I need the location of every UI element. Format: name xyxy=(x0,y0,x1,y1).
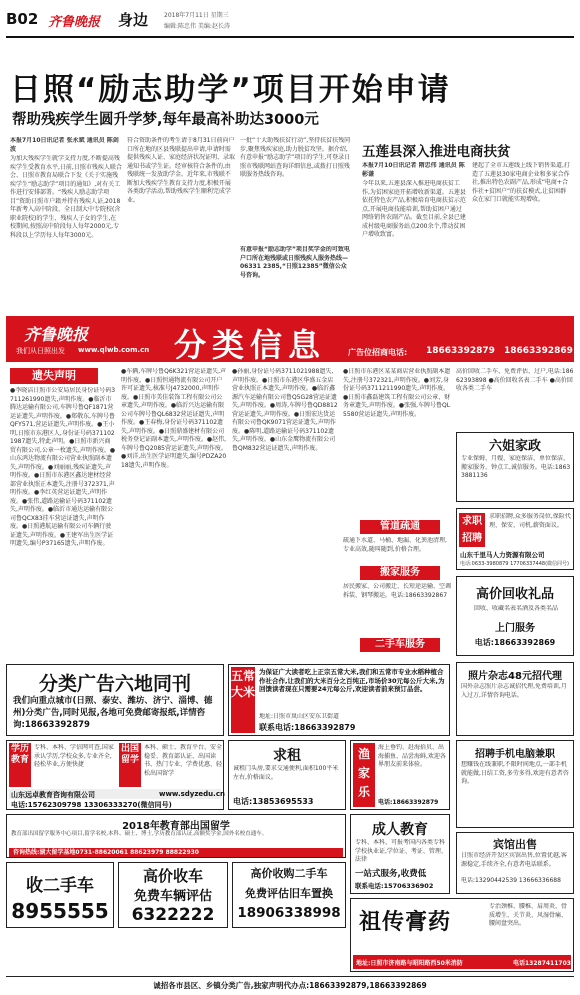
hotel-sale-ad xyxy=(456,832,574,894)
article-lead: 本报7月10日讯记者 张永斌 通讯员 陈剑波 xyxy=(10,137,119,153)
gift-recycle-title: 高价回收礼品 xyxy=(475,587,554,602)
moving-service-header: 搬家服务 xyxy=(360,566,440,580)
rice-ad-phone: 联系电话:18663392879 xyxy=(259,723,356,732)
adult-education-phone: 联系电话:15706336902 xyxy=(355,882,434,890)
study-abroad-2018-body: 教育部出国留学服务中心项目,留学名校,本科、硕士、博士,学历教育部认证,高额奖学金,国外名校直通车。 xyxy=(11,831,268,837)
six-city-body: 我们向重点城市(日照、泰安、潍坊、济宁、淄博、德州)分类广告,同时见报,各地可免费邮寄报纸,详情咨询:18663392879 xyxy=(13,696,213,730)
rice-ad-address: 地址:日照市岚山区安东卫街道 xyxy=(259,713,340,720)
hotel-sale-title: 宾馆出售 xyxy=(493,838,537,851)
plaster-phone: 电话13287411703 xyxy=(513,960,571,967)
rent-body: 诚租门头房,要求交通便利,面积100平米左右,价格面议。 xyxy=(233,765,339,781)
hire-body: 想赚钱在线兼职,不限时间地点,一部手机就能做,日结工资,多劳多得,欢迎有意者咨询。 xyxy=(461,761,569,785)
gift-recycle-service: 上门服务 xyxy=(495,623,535,634)
article-col-2: 符合资助条件的考生请于8月31日前向户口所在地的区县残联提出申请,申请时需提供残疾人证、家庭经济状况证明、录取通知书或学生证。经审核符合条件的,由残联统一发放助学金。近年来,市残联不断加大残疾学生教育支持力度,积极开展各类助学活动,帮助残疾学生顺利完成学业。 xyxy=(127,137,235,204)
fishing-phone: 电话:18663392879 xyxy=(378,799,439,806)
editors: 编辑:陈忠伟 美编:赵长涛 xyxy=(164,23,230,30)
lost-notice-header: 遗失声明 xyxy=(10,368,98,384)
headline-subtitle: 帮助残疾学生圆升学梦,每年最高补助达3000元 xyxy=(12,112,319,128)
lost-notice-col-2: ●车辆,车牌号鲁Q6K321营运证遗失,声明作废。●日照恒通物流有限公司开户许可证遗失,核准号J4732000,声明作废。●日照市美佳装饰工程有限公司公章遗失,声明作废。●临沂兴达运输有限公司车牌号鲁QL6832营运证遗失,声明作废。●王春梅,身份证号码371102遗失,声明作废。●日照鼎盛建材有限公司税务登记证副本遗失,声明作废。●赵伟,车牌号鲁Q2085营运证遗失,声明作废。●刘洋,出生医学证明遗失,编号PDZA2018遗失,声明作废。 xyxy=(121,368,227,469)
side-article-body-2: 建起了全市五莲线上线下销售渠道,打造了五莲县30家电商企业和多家合作社,推出特色农副产品,形成“电商+合作社+贫困户”的扶贫模式,让贫困群众在家门口就能实现增收。 xyxy=(472,162,570,203)
classified-banner xyxy=(6,316,574,362)
banner-title: 分类信息 xyxy=(174,326,327,364)
brand-logo: 齐鲁晚报 xyxy=(48,15,101,30)
article-col-1: 为加大残疾学生就学支持力度,不断提高残疾学生受教育水平,日前,日照市残疾人联合会、日照市教育局联合下发《关于实施残疾学生“励志助学”项目的通知》,对有关工作进行安排部署。“残疾人励志助学项目”资助日照市户籍并持有残疾人证,2018年新考入高中阶段、全日制大中专院校(含职业院校)的学生、残疾人子女的学生,在校期间,按照高中阶段每人每年2000元,专科段以上学历每人每年3000元。 xyxy=(10,155,122,239)
used-car-ad-3-phone: 18906338998 xyxy=(237,905,341,921)
used-car-ad-2-phone: 6322222 xyxy=(131,905,215,925)
job-ad xyxy=(456,508,574,570)
banner-phone-1: 18663392879 xyxy=(426,346,495,356)
hire-ad xyxy=(456,740,574,828)
footer-note: 诚招各市县区、乡镇分类广告,独家声明代办点:18663392879,18663392869 xyxy=(153,981,427,990)
plaster-title: 祖传膏药 xyxy=(359,910,452,935)
job-company: 山东千里马人力资源有限公司 xyxy=(460,551,545,559)
used-car-ad-3-sub: 免费评估旧车置换 xyxy=(245,887,333,900)
degree-label: 学历教育 xyxy=(9,743,31,787)
side-article-title: 五莲县深入推进电商扶贫 xyxy=(362,144,511,160)
rent-ad xyxy=(228,740,346,810)
job-phone: 电话:0633-3980879 17706337448(微信同号) xyxy=(460,561,569,567)
used-car-ad-1-phone: 8955555 xyxy=(11,899,109,923)
used-car-ad-1-title: 收二手车 xyxy=(26,876,94,896)
gift-recycle-ad xyxy=(456,576,574,656)
hotel-sale-phone: 电话:13290442539 13666336688 xyxy=(461,877,561,884)
plaster-address: 地址:日照市济南路与昭阳路西50米消防 xyxy=(356,960,463,967)
plaster-contact-bar xyxy=(353,955,571,969)
headline-title: 日照“励志助学”项目开始申请 xyxy=(10,72,451,108)
housekeeping-ad xyxy=(456,432,574,502)
plaster-body: 专治颈椎、腰椎、肩周炎、骨质增生、关节炎、风湿骨痛、腰间盘突出。 xyxy=(489,903,568,927)
side-article-lead: 本报7月10日讯记者 隋忠伟 通讯员 陈彬谦 xyxy=(362,162,465,178)
study-abroad-2018-contact: 咨询热线:湖大留学基地0731-88620061 88623979 88822930 xyxy=(9,848,343,857)
lost-notice-col-3: ●孙丽,身份证号码3711021988遗失,声明作废。●日照市东港区华盛五金店营业执照正本遗失,声明作废。●临沂鑫源汽车运输有限公司鲁Q5G28营运证遗失,声明作废。●周涛,车牌号鲁QD8812营运证遗失,声明作废。●日照宏达货运有限公司鲁QK9071营运证遗失,声明作废。●陈明,道路运输证号码371102遗失,声明作废。●山东金鹰物流有限公司鲁QM832营运证遗失,声明作废。 xyxy=(232,368,338,452)
housekeeping-body: 专业保姆、月嫂、家庭保洁、单位保洁、搬家服务、钟点工,诚信服务。电话:18633881136 xyxy=(461,455,571,479)
article-note: 有意申报“励志助学”项目奖学金的可致电户口所在地残联或日照残疾人服务热线—06331 2385,“日照12385”微信公众号咨询。 xyxy=(240,246,350,279)
gift-recycle-phone: 电话:18663392869 xyxy=(474,638,556,647)
section-name: 身边 xyxy=(118,11,149,29)
banner-brand: 齐鲁晚报 xyxy=(24,325,89,344)
fishing-body: 海上垂钓、赶海拾贝、出海捕鱼、品尝海鲜,欢迎各界朋友前来体验。 xyxy=(378,744,446,768)
used-car-ad-2-title: 高价收车 xyxy=(142,867,203,885)
article-col-3: 一批“十大助残扶贫行动”,坚持扶贫扶残同步,聚焦残疾家庭,助力脱贫攻坚。据介绍,有意申报“励志助学”项目的学生,可登录日照市残联网站查询详细信息,或拨打日照残联服务热线咨询。 xyxy=(240,137,351,178)
rent-phone: 电话:13853695533 xyxy=(233,797,314,806)
banner-hotline-label: 广告位招商电话: xyxy=(348,348,408,357)
photo-magazine-ad xyxy=(456,662,574,736)
school-url: www.sdyzedu.cn xyxy=(159,790,225,798)
banner-phone-2: 18663392869 xyxy=(504,346,573,356)
study-abroad-2018-title: 2018年教育部出国留学 xyxy=(122,821,230,832)
rent-title: 求租 xyxy=(273,748,301,764)
six-city-ad xyxy=(6,664,224,736)
adult-education-title: 成人教育 xyxy=(372,822,428,838)
education-ad xyxy=(6,740,224,810)
hotel-sale-body: 日照市经济开发区宾馆出售,位置优越,客源稳定,手续齐全,有意者电话联系。 xyxy=(461,852,567,868)
fishing-label: 渔家乐 xyxy=(353,743,375,807)
pipe-service-header: 管道疏通 xyxy=(360,520,440,534)
moving-service-body: 居民搬家、公司搬迁、长短途运输、空调拆装、钢琴搬运。电话:18663392867 xyxy=(343,583,451,599)
lost-notice-col-1: ●李晓洁日照市公安局居民身份证号码3711261990遗失,声明作废。●临沂市腾达运输有限公司,车牌号鲁QF1871营运证遗失,声明作废。●郑敬东,车牌号鲁QFY571,营运证遗失,声明作废。●王小明,日照市东港区人,身份证号码3711021987遗失,特此声明。●日照市新兴商贸有限公司,公章一枚遗失,声明作废。●山东鸿达物流有限公司营业执照副本遗失,声明作废。●刘丽丽,残疾证遗失,声明作废。●日照市东港区鑫达建材经营部营业执照正本遗失,注册号372371,声明作废。●李红英营运证遗失,声明作废。●张伟,道路运输证号码371102遗失,声明作废。●临沂市通达运输有限公司鲁QCX83挂车营运证遗失,声明作废。●日照港航运输有限公司车辆行驶证遗失,声明作废。●王建军出生医学证明遗失,编号P37165遗失,声明作废。 xyxy=(10,387,116,547)
page-code: B02 xyxy=(6,10,39,28)
hire-title: 招聘手机电脑兼职 xyxy=(475,749,555,760)
used-car-buy-notes: 高价回收二手车、免费评估、过户,电话:18662393898 ●高价回收名表二手车 ●高价回收各类二手车 xyxy=(456,368,574,392)
school-name: 山东远卓教育咨询有限公司 xyxy=(11,791,95,799)
used-car-ad-3 xyxy=(232,862,346,928)
adult-education-note: 一站式服务,收费低 xyxy=(355,869,427,879)
rice-ad-label: 五常大米 xyxy=(231,667,255,733)
lost-notice-col-4: ●日照市东港区某某商店营业执照副本遗失,注册号372321,声明作废。●刘芳,身份证号码3711211990遗失,声明作废。●日照市鑫磊建筑工程有限公司公章、财务章遗失,声明作废。●张强,车牌号鲁QL5580营运证遗失,声明作废。 xyxy=(343,368,451,418)
footer-divider xyxy=(6,976,574,977)
side-article-body: 今年以来,五莲县深入推进电商扶贫工作,为贫困家庭开拓增收新渠道。五莲县依托特色农产品,积极培育电商扶贫示范点,开展电商技能培训,帮助贫困户通过网络销售农副产品。截至目前,全县已建成村级电商服务站点200余个,带动贫困户增收致富。 xyxy=(362,180,466,238)
rice-ad-body: 为保证广大读者吃上正宗五常大米,我们和五常市专业水稻种植合作社合作,让我们的大米百分之百纯正,市场价30元每公斤大米,为回馈读者现在只需要24元每公斤,欢迎读者前来预订品尝。 xyxy=(259,668,445,694)
gift-recycle-body: 回收、收藏名表名酒及各类名品 xyxy=(473,605,558,612)
page-header xyxy=(6,4,574,38)
study-abroad-body: 本科、硕士、教育平台、安全稳妥、教育部认证、出国读书、热门专业、学费优惠、轻松出国留学 xyxy=(144,744,222,777)
job-ad-label: 求职招聘 xyxy=(459,513,485,547)
six-city-title: 分类广告六地同刊 xyxy=(38,673,191,695)
school-phone: 电话:15762309798 13306333270(微信同号) xyxy=(11,801,172,809)
used-car-service-header: 二手车服务 xyxy=(360,638,440,652)
housekeeping-title: 六姐家政 xyxy=(488,439,541,454)
used-car-ad-2-sub: 免费车辆评估 xyxy=(133,889,212,904)
study-abroad-2018-ad xyxy=(6,814,346,858)
pipe-service-body: 疏通下水道、马桶、地漏、化粪池清理,专业高效,随叫随到,价格合理。 xyxy=(343,537,447,553)
issue-date: 2018年7月11日 星期三 xyxy=(164,12,229,19)
banner-url: www.qlwb.com.cn xyxy=(78,346,150,354)
school-name-bar xyxy=(9,789,225,799)
used-car-ad-1 xyxy=(6,862,114,928)
adult-education-ad xyxy=(350,814,450,894)
degree-body: 专科、本科、学信网可查,国家承认学历,学校众多,专业齐全,轻松毕业,方便快捷 xyxy=(34,744,114,768)
rice-ad xyxy=(228,664,450,736)
plaster-ad xyxy=(350,898,574,972)
job-ad-body: 求职招聘,众多服务岗位,保险代理、保安、司机,薪资面议。 xyxy=(489,513,571,529)
banner-slogan: 我们从日照出发 xyxy=(16,347,65,355)
used-car-ad-2 xyxy=(118,862,228,928)
fishing-ad xyxy=(350,740,450,810)
used-car-ad-3-title: 高价收购二手车 xyxy=(250,867,328,880)
photo-magazine-body: 国外杂志照片杂志诚招代理,免费培训,月入过万,详情咨询电话。 xyxy=(461,683,567,699)
adult-education-body: 专科、本科、可报考国内各类专科学校执业证,学位证、考证、管理、法律 xyxy=(355,839,447,863)
photo-magazine-title: 照片杂志48元招代理 xyxy=(468,671,562,682)
study-abroad-label: 出国留学 xyxy=(119,743,141,787)
